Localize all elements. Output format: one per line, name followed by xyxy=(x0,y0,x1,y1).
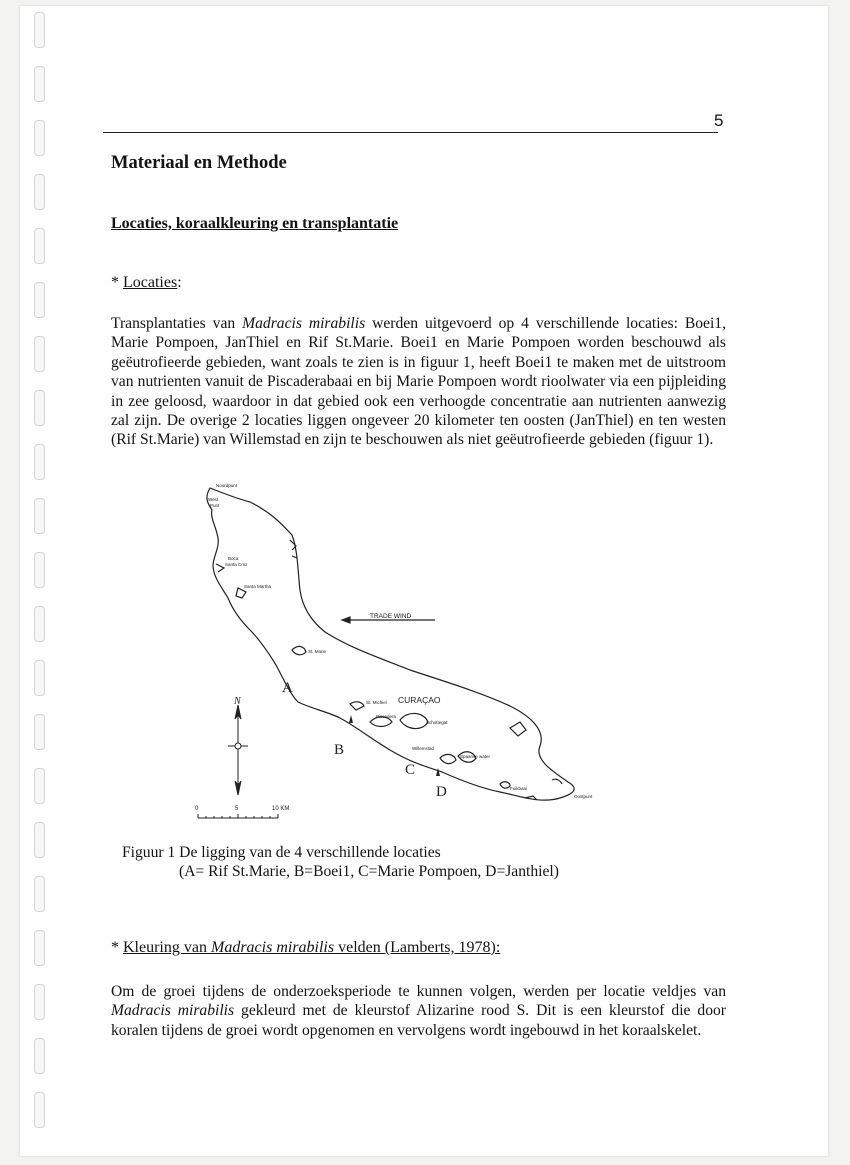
curacao-map xyxy=(180,480,620,825)
label-north: N xyxy=(234,696,241,707)
label-curacao: CURAÇAO xyxy=(398,695,441,705)
kleuring-subheading xyxy=(111,939,500,957)
punch-hole xyxy=(34,660,45,696)
punch-hole xyxy=(34,120,45,156)
paragraph-text: Om de groei tijdens de onderzoeksperiode te kunnen volgen, werden per locatie veldjes van xyxy=(111,983,726,1000)
label-piscadera: Piscadera xyxy=(376,714,397,719)
bullet: * xyxy=(111,274,123,291)
punch-hole xyxy=(34,228,45,264)
figure-caption-line1: Figuur 1 De ligging van de 4 verschillende locaties xyxy=(122,844,441,861)
label-boca-2: Santa Cruz xyxy=(225,562,248,567)
label-trade-wind: TRADE WIND xyxy=(370,613,412,620)
label-west-punt-2: Punt xyxy=(210,503,220,508)
label-boca-1: Boca xyxy=(228,556,239,561)
label-location-d: D xyxy=(436,784,447,800)
kleuring-title-text: Kleuring van xyxy=(123,939,211,956)
north-arrow xyxy=(228,705,248,795)
marker-d xyxy=(436,768,440,776)
species-name: Madracis mirabilis xyxy=(242,315,366,332)
label-noordpunt: Noordpunt xyxy=(216,483,238,488)
locaties-paragraph xyxy=(111,314,726,450)
kleuring-paragraph xyxy=(111,982,726,1040)
kleuring-title xyxy=(123,939,500,956)
punch-hole xyxy=(34,174,45,210)
label-st-marie: St. Marie xyxy=(308,649,327,654)
colon: : xyxy=(177,274,182,291)
locaties-title: Locaties xyxy=(123,274,178,291)
punch-hole xyxy=(34,822,45,858)
label-location-b: B xyxy=(334,742,345,758)
label-location-a: A xyxy=(282,680,293,696)
label-west-punt-1: West xyxy=(208,497,219,502)
punch-hole xyxy=(34,390,45,426)
subsection-heading: Locaties, koraalkleuring en transplantatie xyxy=(111,215,399,232)
punch-hole xyxy=(34,984,45,1020)
punch-hole xyxy=(34,714,45,750)
punch-hole xyxy=(34,876,45,912)
marker-b xyxy=(349,715,353,723)
section-heading: Materiaal en Methode xyxy=(111,153,287,173)
locaties-subheading xyxy=(111,274,182,292)
scale-label-5: 5 xyxy=(235,806,239,812)
paragraph-text: gekleurd met de kleurstof Alizarine rood S. Dit is een kleurstof die door koralen tijdens de groei wordt opgenomen en vervolgens wordt ingebouwd in het koraalskelet. xyxy=(111,1002,726,1039)
scale-bar xyxy=(198,814,278,818)
bullet: * xyxy=(111,939,123,956)
punch-hole xyxy=(34,768,45,804)
punch-hole xyxy=(34,282,45,318)
label-spaanse-water: Spaanse water xyxy=(460,754,491,759)
island-outline xyxy=(207,488,574,800)
punch-hole xyxy=(34,1092,45,1128)
punch-hole xyxy=(34,12,45,48)
punch-hole xyxy=(34,552,45,588)
punch-hole xyxy=(34,930,45,966)
figure-caption-line2: (A= Rif St.Marie, B=Boei1, C=Marie Pompoen, D=Janthiel) xyxy=(179,863,559,880)
page-number: 5 xyxy=(714,111,724,130)
punch-hole xyxy=(34,1038,45,1074)
punch-hole xyxy=(34,336,45,372)
species-name: Madracis mirabilis xyxy=(111,1002,235,1020)
punch-hole xyxy=(34,66,45,102)
header-rule xyxy=(103,132,718,133)
label-st-michiel: St. Michiel xyxy=(366,700,387,705)
label-santa-martha: Santa Martha xyxy=(244,584,272,589)
punch-hole xyxy=(34,606,45,642)
label-location-c: C xyxy=(405,762,416,778)
label-schottegat: Schottegat xyxy=(426,720,448,725)
paragraph-text: werden uitgevoerd op 4 verschillende locaties: Boei1, Marie Pompoen, JanThiel en Rif St.Marie. Boei1 en Marie Pompoen worden beschouwd als geëutrofieerde gebieden, want zoals te zien is in figuur 1, heeft Boei1 te maken met de uitstroom van nutrienten vanuit de Piscaderabaai en bij Marie Pompoen wordt rioolwater via een pijpleiding in zee geloosd, waardoor in dat gebied ook een verhoogde concentratie aan nutrienten aanwezig zal zijn. De overige 2 locaties liggen ongeveer 20 kilometer ten oosten (JanThiel) en ten westen (Rif St.Marie) van Willemstad en zijn te beschouwen als niet geëutrofieerde gebieden (figuur 1). xyxy=(111,315,726,449)
paragraph-text: Transplantaties van xyxy=(111,315,243,332)
scale-label-10: 10 KM xyxy=(272,806,290,812)
punch-hole xyxy=(34,498,45,534)
species-name: Madracis mirabilis xyxy=(210,939,335,956)
punch-hole xyxy=(34,444,45,480)
label-fuikbaai: Fuikbaai xyxy=(510,786,528,791)
label-willemstad: Willemstad xyxy=(412,746,435,751)
scale-label-0: 0 xyxy=(195,806,199,812)
label-oostpunt: Oostpunt xyxy=(574,794,593,799)
kleuring-title-text: velden (Lamberts, 1978): xyxy=(334,939,501,956)
